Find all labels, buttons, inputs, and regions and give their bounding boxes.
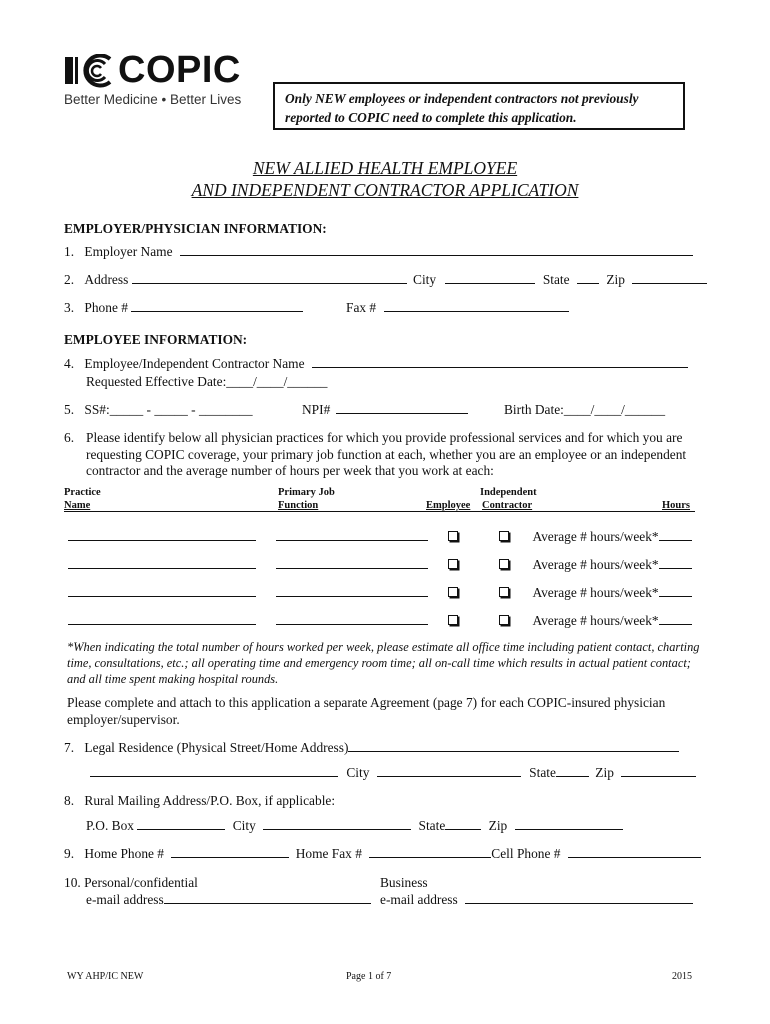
residence-state-label: State: [529, 765, 556, 780]
practice-header-1: Practice: [64, 487, 101, 498]
title-line-2: AND INDEPENDENT CONTRACTOR APPLICATION: [191, 180, 579, 200]
copic-logo-mark: [64, 54, 116, 88]
q2-number: 2.: [64, 272, 75, 287]
npi-field[interactable]: [336, 402, 468, 414]
table-row: [68, 585, 692, 601]
job-function-field[interactable]: [276, 585, 428, 597]
city-label: City: [413, 272, 437, 287]
q10-number: 10.: [64, 875, 81, 890]
practice-name-field[interactable]: [68, 613, 256, 625]
phone-label: Phone #: [84, 300, 128, 315]
q8-number: 8.: [64, 793, 75, 808]
employee-name-row: [64, 356, 688, 372]
personal-email-label-2: e-mail address: [86, 892, 164, 907]
home-phone-label: Home Phone #: [84, 846, 164, 861]
po-zip-label: Zip: [488, 818, 508, 833]
hours-field[interactable]: [659, 557, 692, 569]
ss-field[interactable]: SS#:_____ - _____ - ________: [84, 402, 253, 417]
employee-name-field[interactable]: [312, 356, 688, 368]
title-line-1: NEW ALLIED HEALTH EMPLOYEE: [252, 158, 518, 178]
po-box-field[interactable]: [137, 818, 225, 830]
brand-tagline: Better Medicine • Better Lives: [64, 92, 242, 107]
practices-instructions: Please identify below all physician practices for which you provide professional services and for which you are requesting COPIC coverage, your primary job function at each, whether you are an employee or an independent contractor and the average number of hours per week that you work at each:: [86, 430, 687, 478]
business-email-label-2: e-mail address: [380, 892, 458, 907]
footer-form-code: WY AHP/IC NEW: [67, 971, 144, 982]
legal-residence-field[interactable]: [348, 740, 679, 752]
cell-phone-label: Cell Phone #: [491, 846, 561, 861]
npi-label: NPI#: [302, 402, 331, 417]
header-rule: [64, 511, 695, 512]
legal-residence-label: Legal Residence (Physical Street/Home Address): [84, 740, 349, 755]
hours-field[interactable]: [659, 585, 692, 597]
q5-number: 5.: [64, 402, 75, 417]
business-email-field[interactable]: [465, 892, 693, 904]
cell-phone-field[interactable]: [568, 846, 701, 858]
table-row: [68, 529, 692, 545]
address-field[interactable]: [132, 272, 407, 284]
q1-number: 1.: [64, 244, 75, 259]
hours-footnote: *When indicating the total number of hours worked per week, please estimate all office time including patient contact, charting time, consultations, etc.; all operating time and emergency room time; all on-call time which results in actual patient contact; and all time spent making hospital rounds.: [67, 640, 700, 686]
po-city-field[interactable]: [263, 818, 411, 830]
ss-row: [64, 402, 253, 418]
phone-numbers-row: [64, 846, 701, 862]
employee-checkbox[interactable]: [448, 559, 458, 569]
contractor-checkbox[interactable]: [499, 587, 509, 597]
zip-label: Zip: [606, 272, 625, 287]
po-box-label: P.O. Box: [86, 818, 134, 833]
col-header-employee: Employee: [426, 500, 471, 511]
col-header-practice: [64, 486, 101, 512]
contractor-checkbox[interactable]: [499, 559, 509, 569]
contractor-checkbox[interactable]: [499, 615, 509, 625]
po-zip-field[interactable]: [515, 818, 623, 830]
table-row: [68, 613, 692, 629]
hours-label: Average # hours/week*: [532, 557, 659, 572]
legal-residence-row: [64, 740, 679, 756]
job-function-field[interactable]: [276, 557, 428, 569]
personal-email-label-1: Personal/confidential: [84, 875, 198, 890]
state-field[interactable]: [577, 272, 599, 284]
business-email-label-1: Business: [380, 875, 428, 890]
hours-label: Average # hours/week*: [532, 529, 659, 544]
residence-city-field[interactable]: [377, 765, 521, 777]
state-label: State: [542, 272, 570, 287]
po-city-label: City: [232, 818, 256, 833]
q6-number: 6.: [64, 430, 75, 445]
po-state-field[interactable]: [445, 818, 481, 830]
effective-date[interactable]: Requested Effective Date:____/____/______: [86, 374, 328, 389]
employee-name-label: Employee/Independent Contractor Name: [84, 356, 305, 371]
practice-header-2: Name: [64, 500, 91, 511]
hours-field[interactable]: [659, 529, 692, 541]
section-employee-heading: EMPLOYEE INFORMATION:: [64, 332, 248, 347]
col-header-independent: [480, 486, 537, 512]
footer-year: 2015: [672, 971, 692, 982]
section-employer-heading: EMPLOYER/PHYSICIAN INFORMATION:: [64, 221, 327, 236]
q7-number: 7.: [64, 740, 75, 755]
employee-checkbox[interactable]: [448, 531, 458, 541]
home-fax-label: Home Fax #: [295, 846, 362, 861]
fax-field[interactable]: [384, 300, 569, 312]
zip-field[interactable]: [632, 272, 707, 284]
residence-zip-field[interactable]: [621, 765, 696, 777]
rural-mailing-label: Rural Mailing Address/P.O. Box, if applicable:: [84, 793, 336, 808]
employer-name-row: [64, 244, 693, 260]
city-field[interactable]: [445, 272, 535, 284]
notice-box: Only NEW employees or independent contractors not previously reported to COPIC need to complete this application.: [273, 82, 685, 130]
hours-label: Average # hours/week*: [532, 585, 659, 600]
residence-city-label: City: [346, 765, 370, 780]
form-title: [0, 157, 770, 201]
table-row: [68, 557, 692, 573]
indep-header-2: Contractor: [482, 500, 533, 511]
practice-name-field[interactable]: [68, 557, 256, 569]
indep-header-1: Independent: [480, 487, 537, 498]
col-header-job: [278, 486, 335, 512]
employer-name-field[interactable]: [180, 244, 693, 256]
birth-date[interactable]: Birth Date:____/____/______: [504, 402, 666, 417]
residence-street-field[interactable]: [90, 765, 338, 777]
practice-name-field[interactable]: [68, 529, 256, 541]
q9-number: 9.: [64, 846, 75, 861]
job-header-2: Function: [278, 500, 319, 511]
phone-field[interactable]: [131, 300, 303, 312]
po-state-label: State: [418, 818, 446, 833]
residence-zip-label: Zip: [595, 765, 614, 780]
fax-group: [346, 300, 569, 316]
employee-checkbox[interactable]: [448, 587, 458, 597]
footer-page-number: Page 1 of 7: [346, 971, 392, 982]
job-function-field[interactable]: [276, 613, 428, 625]
rural-mailing-row: [64, 793, 335, 809]
address-label: Address: [84, 272, 129, 287]
business-email-group: [380, 874, 693, 908]
job-function-field[interactable]: [276, 529, 428, 541]
npi-group: [302, 402, 468, 418]
job-header-1: Primary Job: [278, 487, 335, 498]
personal-email-group: [64, 874, 371, 908]
hours-field[interactable]: [659, 613, 692, 625]
practice-name-field[interactable]: [68, 585, 256, 597]
hours-label: Average # hours/week*: [532, 613, 659, 628]
fax-label: Fax #: [346, 300, 377, 315]
po-box-row: [86, 818, 623, 834]
personal-email-field[interactable]: [164, 892, 371, 904]
col-header-hours: Hours: [662, 500, 691, 511]
residence-state-field[interactable]: [556, 765, 589, 777]
legal-residence-city-row: [90, 765, 696, 781]
home-phone-field[interactable]: [171, 846, 289, 858]
home-fax-field[interactable]: [369, 846, 491, 858]
q3-number: 3.: [64, 300, 75, 315]
employer-name-label: Employer Name: [84, 244, 173, 259]
phone-row: [64, 300, 303, 316]
q4-number: 4.: [64, 356, 75, 371]
brand-name: COPIC: [118, 49, 241, 91]
contractor-checkbox[interactable]: [499, 531, 509, 541]
agreement-instructions: Please complete and attach to this application a separate Agreement (page 7) for each COPIC-insured physician employer/supervisor.: [67, 695, 666, 727]
address-row: [64, 272, 707, 288]
employee-checkbox[interactable]: [448, 615, 458, 625]
